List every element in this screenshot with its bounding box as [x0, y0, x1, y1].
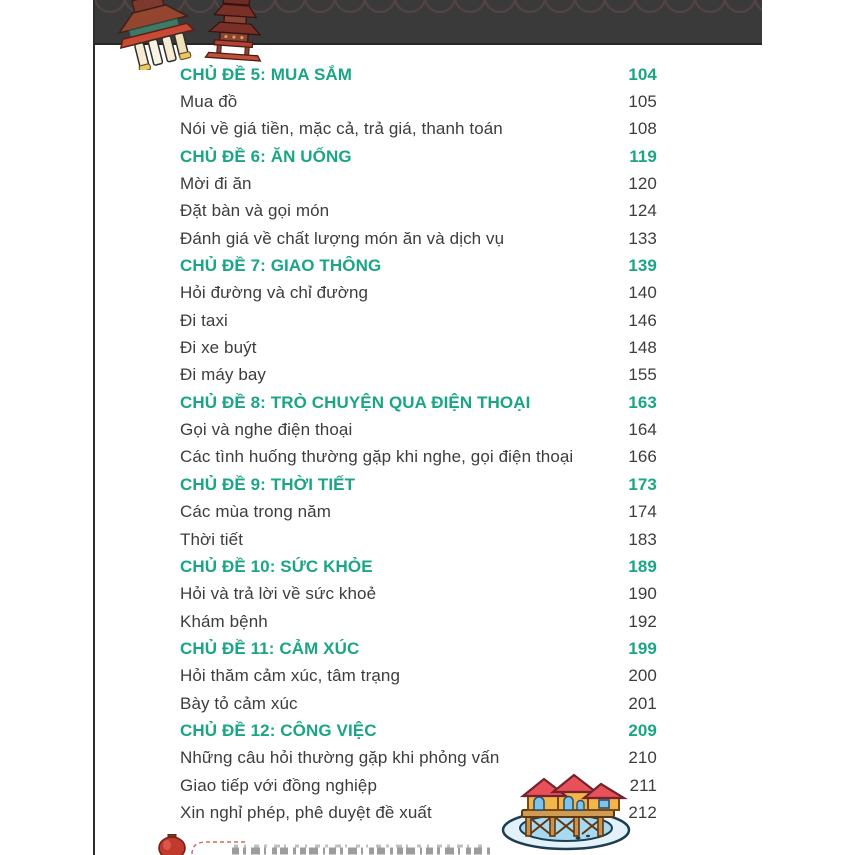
toc-entry-label: CHỦ ĐỀ 8: TRÒ CHUYỆN QUA ĐIỆN THOẠI — [180, 392, 531, 412]
toc-entry-label: Đi taxi — [180, 310, 228, 330]
toc-entry-label: Các mùa trong năm — [180, 502, 331, 522]
cropped-footer-text — [232, 840, 502, 855]
pagoda-illustration — [112, 0, 262, 70]
toc-row-chapter — [180, 389, 657, 416]
toc-entry-page: 105 — [628, 92, 657, 112]
toc-entry-label: CHỦ ĐỀ 9: THỜI TIẾT — [180, 474, 356, 494]
toc-row — [180, 116, 657, 143]
toc-row-chapter — [180, 635, 657, 662]
toc-row — [180, 334, 657, 361]
toc-entry-page: 119 — [629, 146, 657, 166]
toc-entry-page: 174 — [628, 502, 657, 522]
toc-entry-page: 200 — [628, 666, 657, 686]
toc-entry-page: 146 — [628, 310, 657, 330]
toc-row — [180, 416, 657, 443]
toc-entry-page: 189 — [628, 556, 657, 576]
toc-row — [180, 362, 657, 389]
toc-entry-label: Đi máy bay — [180, 365, 267, 385]
toc-entry-label: Nói về giá tiền, mặc cả, trả giá, thanh toán — [180, 119, 503, 139]
toc-entry-page: 166 — [628, 447, 657, 467]
toc-entry-page: 190 — [628, 584, 657, 604]
toc-entry-label: Mời đi ăn — [180, 174, 252, 194]
toc-entry-label: Xin nghỉ phép, phê duyệt đề xuất — [180, 802, 432, 822]
table-of-contents — [180, 61, 657, 827]
toc-row-chapter — [180, 252, 657, 279]
toc-entry-page: 211 — [629, 775, 657, 795]
toc-entry-label: Bày tỏ cảm xúc — [180, 693, 298, 713]
toc-entry-label: Những câu hỏi thường gặp khi phỏng vấn — [180, 748, 500, 768]
toc-entry-label: Đặt bàn và gọi món — [180, 201, 330, 221]
toc-row — [180, 444, 657, 471]
toc-entry-page: 104 — [628, 64, 657, 84]
toc-entry-label: CHỦ ĐỀ 11: CẢM XÚC — [180, 638, 360, 658]
toc-entry-label: CHỦ ĐỀ 7: GIAO THÔNG — [180, 256, 382, 276]
toc-row-chapter — [180, 143, 657, 170]
toc-row — [180, 88, 657, 115]
toc-entry-page: 148 — [628, 338, 657, 358]
toc-entry-label: Giao tiếp với đồng nghiệp — [180, 775, 378, 795]
toc-entry-page: 209 — [628, 720, 657, 740]
toc-entry-page: 133 — [628, 228, 657, 248]
toc-entry-label: Đánh giá về chất lượng món ăn và dịch vụ — [180, 228, 505, 248]
toc-entry-page: 139 — [628, 256, 657, 276]
toc-entry-label: Gọi và nghe điện thoại — [180, 420, 353, 440]
book-page — [95, 0, 762, 855]
toc-entry-page: 210 — [628, 748, 657, 768]
toc-entry-label: Mua đồ — [180, 92, 238, 112]
stilt-house-illustration — [498, 766, 638, 852]
toc-entry-label: Các tình huống thường gặp khi nghe, gọi điện thoại — [180, 447, 574, 467]
toc-entry-label: Hỏi và trả lời về sức khoẻ — [180, 584, 377, 604]
toc-row-chapter — [180, 553, 657, 580]
toc-entry-page: 183 — [628, 529, 657, 549]
toc-row — [180, 663, 657, 690]
toc-entry-label: Đi xe buýt — [180, 338, 257, 358]
toc-entry-page: 192 — [628, 611, 657, 631]
toc-entry-label: CHỦ ĐỀ 10: SỨC KHỎE — [180, 556, 373, 576]
toc-row-chapter — [180, 61, 657, 88]
toc-row — [180, 608, 657, 635]
toc-row — [180, 690, 657, 717]
toc-entry-page: 120 — [628, 174, 657, 194]
toc-row — [180, 526, 657, 553]
toc-row — [180, 225, 657, 252]
toc-entry-label: Thời tiết — [180, 529, 244, 549]
toc-entry-page: 199 — [628, 638, 657, 658]
toc-row — [180, 307, 657, 334]
toc-entry-page: 140 — [628, 283, 657, 303]
toc-row-chapter — [180, 717, 657, 744]
toc-entry-page: 108 — [628, 119, 657, 139]
toc-entry-page: 212 — [628, 802, 657, 822]
toc-row — [180, 280, 657, 307]
toc-entry-label: Hỏi thăm cảm xúc, tâm trạng — [180, 666, 400, 686]
toc-row — [180, 581, 657, 608]
toc-entry-page: 155 — [628, 365, 657, 385]
toc-row — [180, 499, 657, 526]
toc-entry-label: CHỦ ĐỀ 12: CÔNG VIỆC — [180, 720, 377, 740]
toc-entry-label: CHỦ ĐỀ 6: ĂN UỐNG — [180, 146, 352, 166]
toc-row — [180, 170, 657, 197]
toc-row — [180, 198, 657, 225]
toc-row-chapter — [180, 471, 657, 498]
toc-entry-page: 164 — [628, 420, 657, 440]
toc-entry-label: CHỦ ĐỀ 5: MUA SẮM — [180, 64, 353, 84]
toc-entry-label: Hỏi đường và chỉ đường — [180, 283, 369, 303]
toc-entry-page: 163 — [628, 392, 657, 412]
toc-entry-page: 201 — [628, 693, 657, 713]
toc-entry-page: 173 — [628, 474, 657, 494]
toc-entry-label: Khám bệnh — [180, 611, 268, 631]
toc-entry-page: 124 — [628, 201, 657, 221]
